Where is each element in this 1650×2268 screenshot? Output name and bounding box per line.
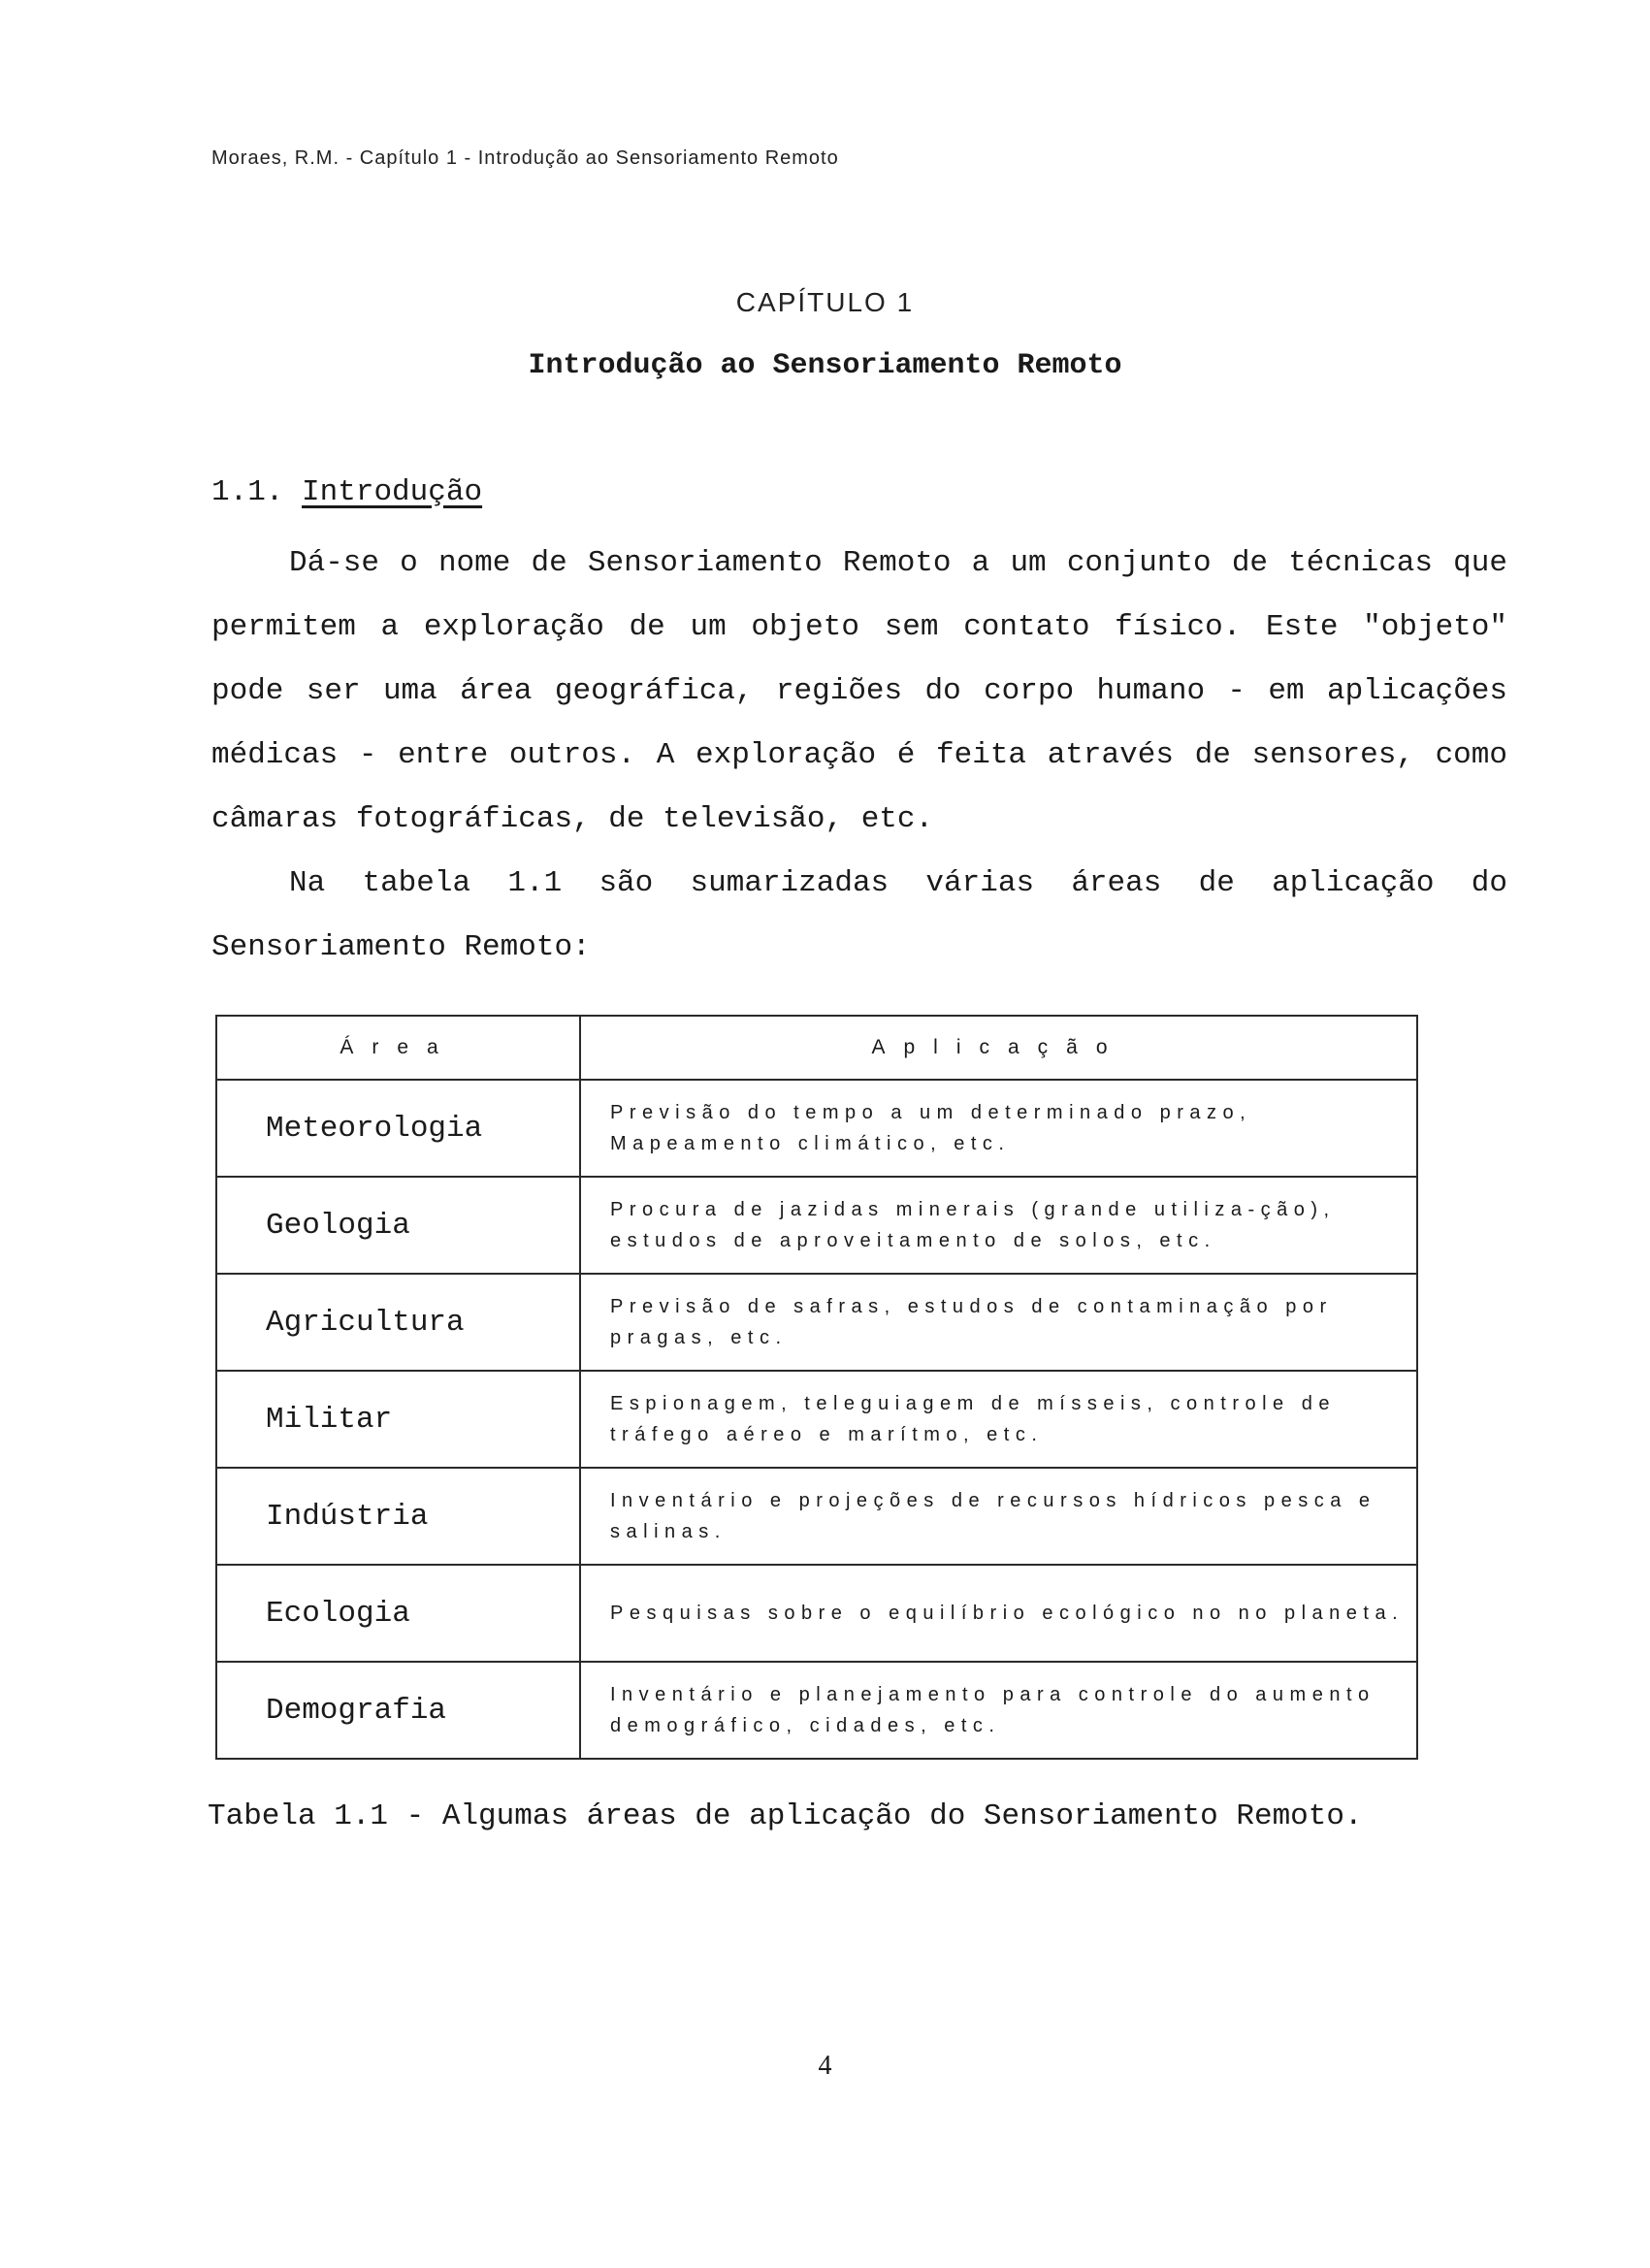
- table-row: [216, 1274, 1417, 1371]
- page-number: 4: [818, 2051, 832, 2081]
- chapter-label: CAPÍTULO 1: [735, 287, 915, 317]
- table-header-row: [216, 1016, 1417, 1080]
- area-cell: Geologia: [216, 1177, 580, 1274]
- table-caption: Tabela 1.1 - Algumas áreas de aplicação do Sensoriamento Remoto.: [208, 1799, 1363, 1833]
- paragraph: Na tabela 1.1 são sumarizadas várias áreas de aplicação do Sensoriamento Remoto:: [211, 866, 1507, 964]
- area-cell: Agricultura: [216, 1274, 580, 1371]
- area-cell: Ecologia: [216, 1565, 580, 1662]
- table-row: [216, 1662, 1417, 1759]
- area-cell: Demografia: [216, 1662, 580, 1759]
- application-cell: Previsão de safras, estudos de contaminação por pragas, etc.: [580, 1274, 1417, 1371]
- section-heading: [211, 475, 482, 509]
- column-header-area: Área: [216, 1016, 580, 1080]
- running-header: Moraes, R.M. - Capítulo 1 - Introdução ao Sensoriamento Remoto: [211, 147, 839, 169]
- table-row: [216, 1468, 1417, 1565]
- application-cell: Procura de jazidas minerais (grande utiliza-ção), estudos de aproveitamento de solos, etc.: [580, 1177, 1417, 1274]
- application-cell: Inventário e planejamento para controle do aumento demográfico, cidades, etc.: [580, 1662, 1417, 1759]
- applications-table: [215, 1015, 1418, 1760]
- area-cell: Indústria: [216, 1468, 580, 1565]
- section-number: 1.1.: [211, 475, 284, 509]
- area-cell: Militar: [216, 1371, 580, 1468]
- section-title: Introdução: [302, 475, 483, 509]
- application-cell: Pesquisas sobre o equilíbrio ecológico no no planeta.: [580, 1565, 1417, 1662]
- table-row: [216, 1565, 1417, 1662]
- area-cell: Meteorologia: [216, 1080, 580, 1177]
- table-row: [216, 1177, 1417, 1274]
- body-text: [211, 532, 1507, 980]
- application-cell: Espionagem, teleguiagem de mísseis, controle de tráfego aéreo e marítmo, etc.: [580, 1371, 1417, 1468]
- table-row: [216, 1080, 1417, 1177]
- column-header-application: Aplicação: [580, 1016, 1417, 1080]
- chapter-title: Introdução ao Sensoriamento Remoto: [528, 349, 1122, 382]
- application-cell: Previsão do tempo a um determinado prazo, Mapeamento climático, etc.: [580, 1080, 1417, 1177]
- paragraph: Dá-se o nome de Sensoriamento Remoto a um conjunto de técnicas que permitem a exploração de um objeto sem contato físico. Este "objeto" pode ser uma área geográfica, regiões do corpo humano - em aplicações médicas - entre outros. A exploração é feita através de sensores, como câmaras fotográficas, de televisão, etc.: [211, 546, 1507, 836]
- application-cell: Inventário e projeções de recursos hídricos pesca e salinas.: [580, 1468, 1417, 1565]
- table-row: [216, 1371, 1417, 1468]
